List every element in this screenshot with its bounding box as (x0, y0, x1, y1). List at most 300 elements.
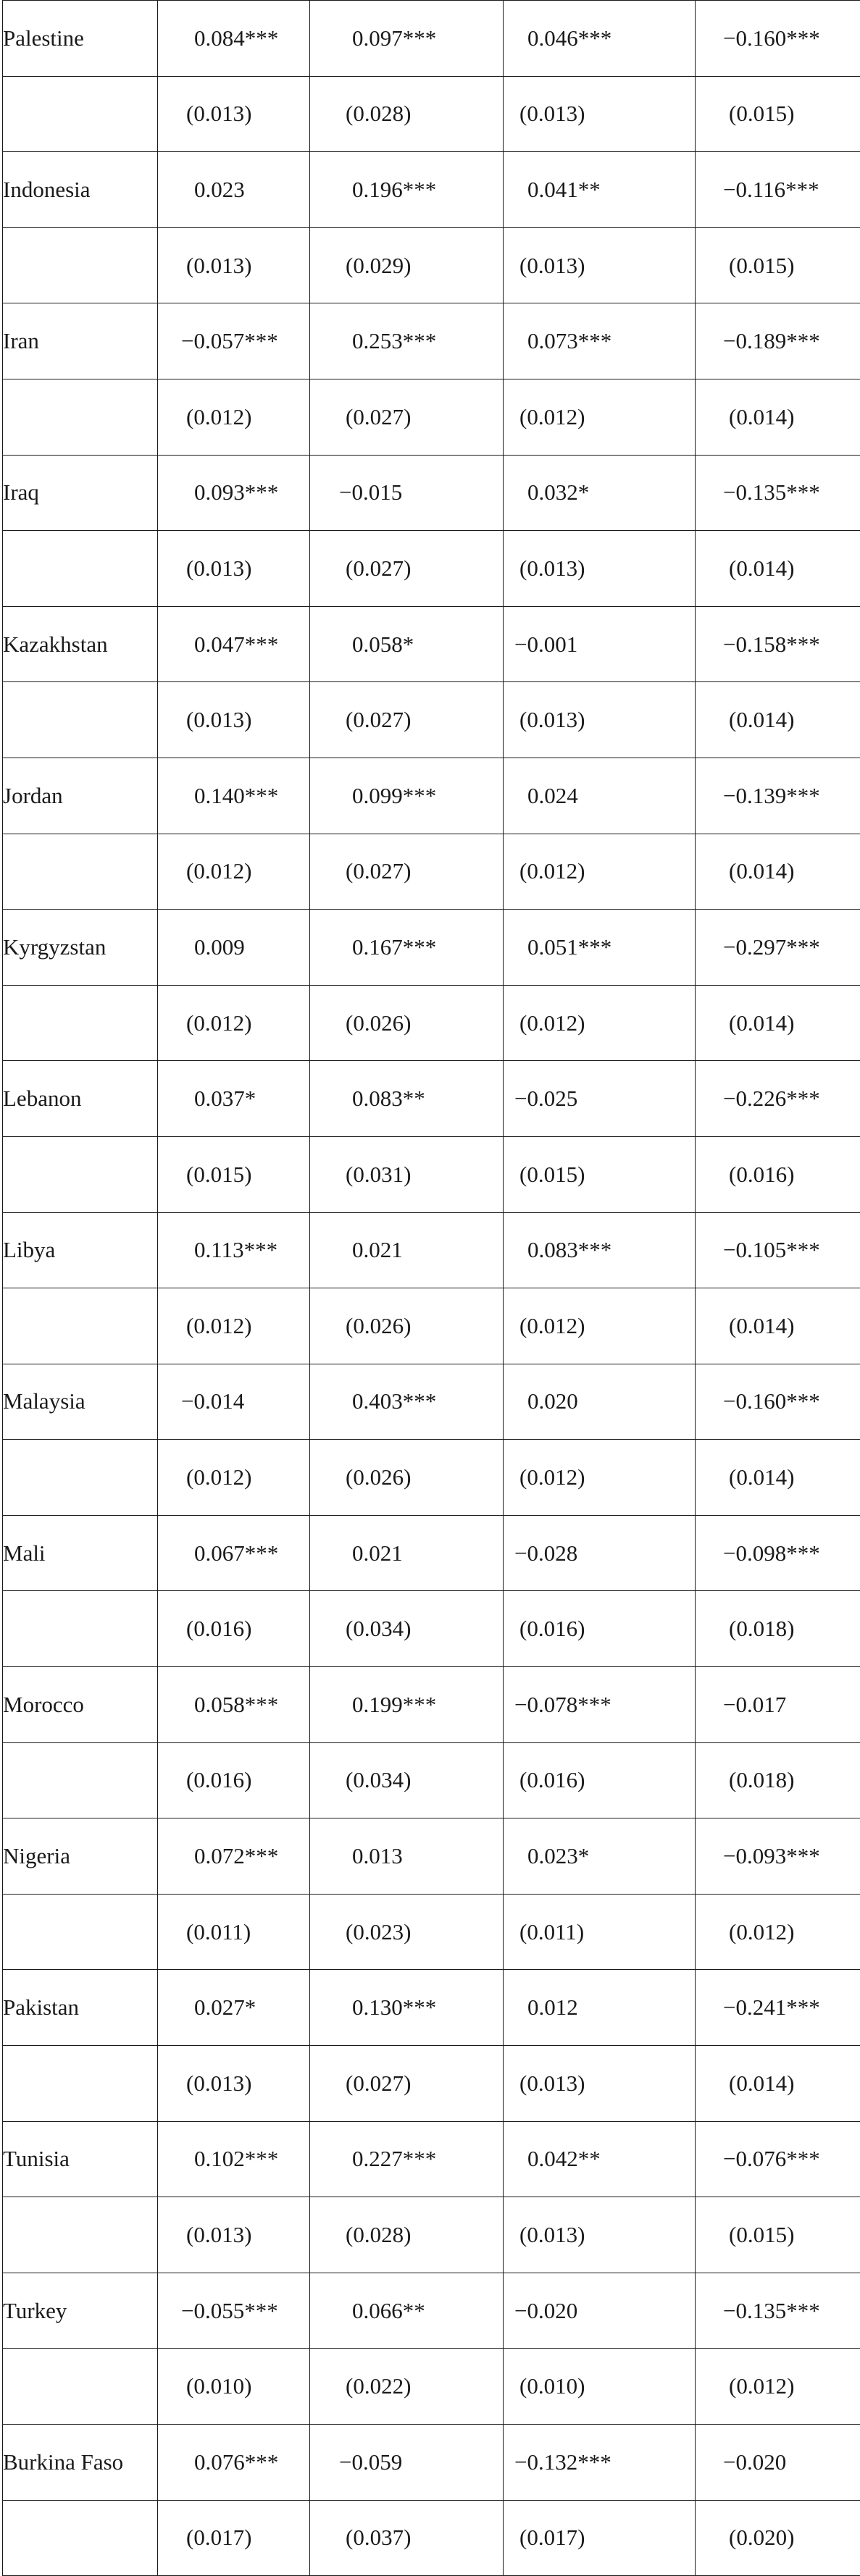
standard-error-cell (504, 1288, 696, 1364)
standard-error-cell-text: (0.016) (186, 1616, 251, 1642)
standard-error-cell (158, 834, 310, 910)
standard-error-cell (310, 227, 504, 303)
country-label: Indonesia (3, 152, 158, 228)
empty-cell (3, 76, 158, 152)
empty-cell (3, 531, 158, 607)
table-row-coefficients (3, 455, 860, 531)
standard-error-cell (310, 2046, 504, 2122)
coefficient-cell (504, 152, 696, 228)
standard-error-cell (310, 1894, 504, 1970)
standard-error-cell-text: (0.017) (519, 2525, 585, 2551)
coefficient-cell (504, 2425, 696, 2501)
coefficient-cell-text: 0.099*** (352, 783, 436, 809)
standard-error-cell (696, 2500, 860, 2576)
coefficient-cell (158, 2425, 310, 2501)
coefficient-cell-text: −0.241*** (723, 1994, 820, 2021)
coefficient-cell (696, 758, 860, 834)
standard-error-cell (158, 985, 310, 1061)
standard-error-cell-text: (0.010) (186, 2373, 251, 2399)
standard-error-cell-text: (0.034) (346, 1767, 411, 1793)
standard-error-cell (158, 2197, 310, 2273)
coefficient-cell (696, 606, 860, 682)
table-row-coefficients (3, 1, 860, 77)
coefficient-cell (696, 1061, 860, 1137)
standard-error-cell (504, 531, 696, 607)
standard-error-cell-text: (0.015) (729, 101, 794, 127)
standard-error-cell (310, 1136, 504, 1212)
standard-error-cell (696, 379, 860, 455)
standard-error-cell (158, 1288, 310, 1364)
coefficient-cell (310, 758, 504, 834)
coefficient-cell-text: 0.072*** (194, 1843, 278, 1869)
table-row-coefficients (3, 1364, 860, 1440)
coefficient-cell-text: −0.093*** (723, 1843, 820, 1869)
coefficient-cell-text: −0.020 (514, 2298, 577, 2324)
empty-cell (3, 1742, 158, 1818)
table-row-coefficients (3, 1818, 860, 1895)
empty-cell (3, 1440, 158, 1516)
standard-error-cell (504, 1894, 696, 1970)
table-row-coefficients (3, 2273, 860, 2349)
standard-error-cell (310, 985, 504, 1061)
table-row-standard-errors (3, 2500, 860, 2576)
standard-error-cell-text: (0.013) (519, 2071, 585, 2097)
coefficient-cell-text: 0.021 (352, 1237, 403, 1263)
standard-error-cell-text: (0.013) (519, 707, 585, 733)
coefficient-cell-text: 0.196*** (352, 177, 436, 203)
coefficient-cell (310, 1, 504, 77)
coefficient-cell-text: −0.105*** (723, 1237, 820, 1263)
table-row-standard-errors (3, 1591, 860, 1667)
coefficient-cell (696, 2425, 860, 2501)
coefficient-cell-text: −0.078*** (514, 1692, 611, 1718)
standard-error-cell-text: (0.028) (346, 101, 411, 127)
coefficient-cell-text: 0.093*** (194, 479, 278, 505)
coefficient-cell (158, 1, 310, 77)
coefficient-cell-text: 0.058* (352, 632, 414, 658)
table-row-standard-errors (3, 2197, 860, 2273)
coefficient-cell-text: −0.028 (514, 1540, 577, 1566)
standard-error-cell (158, 1136, 310, 1212)
standard-error-cell (504, 834, 696, 910)
country-label: Nigeria (3, 1818, 158, 1895)
country-label: Libya (3, 1212, 158, 1288)
standard-error-cell-text: (0.014) (729, 555, 794, 582)
coefficient-cell-text: 0.097*** (352, 25, 436, 51)
standard-error-cell (504, 1742, 696, 1818)
coefficient-cell-text: 0.253*** (352, 328, 436, 354)
country-label: Lebanon (3, 1061, 158, 1137)
standard-error-cell-text: (0.013) (186, 253, 251, 279)
standard-error-cell-text: (0.018) (729, 1767, 794, 1793)
coefficient-cell-text: −0.017 (723, 1692, 786, 1718)
standard-error-cell-text: (0.029) (346, 253, 411, 279)
coefficient-cell (158, 2273, 310, 2349)
standard-error-cell (504, 2046, 696, 2122)
table-row-coefficients (3, 303, 860, 379)
empty-cell (3, 1288, 158, 1364)
coefficient-cell-text: −0.139*** (723, 783, 820, 809)
standard-error-cell (696, 985, 860, 1061)
coefficient-cell-text: −0.189*** (723, 328, 820, 354)
standard-error-cell (696, 76, 860, 152)
standard-error-cell-text: (0.014) (729, 404, 794, 430)
empty-cell (3, 682, 158, 758)
coefficient-cell-text: −0.098*** (723, 1540, 820, 1566)
coefficient-cell-text: 0.113*** (194, 1237, 277, 1263)
standard-error-cell (696, 2197, 860, 2273)
country-label: Mali (3, 1515, 158, 1591)
standard-error-cell (310, 2500, 504, 2576)
table-row-coefficients (3, 152, 860, 228)
standard-error-cell-text: (0.015) (729, 253, 794, 279)
coefficient-cell-text: 0.102*** (194, 2146, 278, 2172)
empty-cell (3, 227, 158, 303)
country-label: Morocco (3, 1667, 158, 1743)
standard-error-cell-text: (0.012) (186, 1313, 251, 1339)
standard-error-cell (310, 76, 504, 152)
standard-error-cell (504, 379, 696, 455)
standard-error-cell (696, 1440, 860, 1516)
coefficient-cell (504, 303, 696, 379)
coefficient-cell-text: 0.051*** (527, 934, 611, 960)
coefficient-cell (696, 152, 860, 228)
coefficient-cell (158, 1364, 310, 1440)
standard-error-cell-text: (0.016) (519, 1616, 585, 1642)
standard-error-cell-text: (0.027) (346, 404, 411, 430)
standard-error-cell-text: (0.011) (519, 1919, 584, 1945)
standard-error-cell (158, 1591, 310, 1667)
coefficient-cell-text: 0.073*** (527, 328, 611, 354)
coefficient-cell (310, 303, 504, 379)
standard-error-cell (158, 2349, 310, 2425)
standard-error-cell-text: (0.020) (729, 2525, 794, 2551)
empty-cell (3, 1136, 158, 1212)
standard-error-cell-text: (0.015) (186, 1162, 251, 1188)
coefficient-cell (310, 2121, 504, 2197)
empty-cell (3, 985, 158, 1061)
coefficient-cell (310, 455, 504, 531)
standard-error-cell (310, 834, 504, 910)
table-row-standard-errors (3, 531, 860, 607)
coefficient-cell (158, 1061, 310, 1137)
coefficient-cell (158, 758, 310, 834)
coefficient-cell (504, 606, 696, 682)
standard-error-cell-text: (0.026) (346, 1313, 411, 1339)
coefficient-cell-text: 0.199*** (352, 1692, 436, 1718)
standard-error-cell (310, 2197, 504, 2273)
standard-error-cell-text: (0.017) (186, 2525, 251, 2551)
coefficient-cell (310, 910, 504, 986)
standard-error-cell (158, 1440, 310, 1516)
standard-error-cell-text: (0.016) (186, 1767, 251, 1793)
coefficient-cell (696, 2273, 860, 2349)
table-row-standard-errors (3, 1742, 860, 1818)
standard-error-cell-text: (0.011) (186, 1919, 251, 1945)
coefficient-cell (310, 1818, 504, 1895)
standard-error-cell-text: (0.013) (519, 101, 585, 127)
coefficient-cell (310, 1364, 504, 1440)
coefficient-cell-text: 0.084*** (194, 25, 278, 51)
coefficient-cell-text: 0.067*** (194, 1540, 278, 1566)
coefficient-cell (504, 910, 696, 986)
table-row-coefficients (3, 910, 860, 986)
country-label: Kyrgyzstan (3, 910, 158, 986)
table-row-standard-errors (3, 2349, 860, 2425)
standard-error-cell (696, 1894, 860, 1970)
standard-error-cell-text: (0.013) (519, 2222, 585, 2248)
table-row-standard-errors (3, 379, 860, 455)
coefficient-cell-text: 0.066** (352, 2298, 425, 2324)
standard-error-cell-text: (0.012) (519, 1313, 585, 1339)
coefficient-cell (158, 1970, 310, 2046)
coefficient-cell-text: 0.009 (194, 934, 245, 960)
coefficient-cell-text: −0.025 (514, 1086, 577, 1112)
standard-error-cell-text: (0.016) (519, 1767, 585, 1793)
coefficient-cell (696, 2121, 860, 2197)
coefficient-cell-text: 0.083** (352, 1086, 425, 1112)
standard-error-cell (696, 834, 860, 910)
empty-cell (3, 1894, 158, 1970)
standard-error-cell-text: (0.013) (186, 101, 251, 127)
coefficient-cell-text: −0.132*** (514, 2449, 611, 2475)
coefficient-cell (696, 455, 860, 531)
standard-error-cell-text: (0.034) (346, 1616, 411, 1642)
standard-error-cell-text: (0.012) (519, 404, 585, 430)
standard-error-cell (696, 2349, 860, 2425)
standard-error-cell-text: (0.014) (729, 1010, 794, 1036)
coefficient-cell-text: −0.020 (723, 2449, 786, 2475)
coefficient-cell-text: 0.012 (527, 1994, 578, 2021)
table-row-coefficients (3, 1970, 860, 2046)
standard-error-cell-text: (0.013) (186, 2071, 251, 2097)
coefficient-cell-text: 0.046*** (527, 25, 611, 51)
standard-error-cell-text: (0.013) (519, 555, 585, 582)
coefficient-cell (504, 758, 696, 834)
standard-error-cell-text: (0.014) (729, 1313, 794, 1339)
empty-cell (3, 2046, 158, 2122)
coefficient-cell (158, 303, 310, 379)
standard-error-cell-text: (0.012) (519, 1464, 585, 1490)
coefficient-cell (158, 910, 310, 986)
coefficient-cell-text: −0.226*** (723, 1086, 820, 1112)
coefficient-cell-text: 0.021 (352, 1540, 403, 1566)
coefficient-cell (504, 1061, 696, 1137)
coefficient-cell (504, 1212, 696, 1288)
standard-error-cell (504, 2500, 696, 2576)
coefficient-cell-text: 0.023 (194, 177, 245, 203)
standard-error-cell (158, 531, 310, 607)
coefficient-cell (310, 1515, 504, 1591)
standard-error-cell-text: (0.016) (729, 1162, 794, 1188)
standard-error-cell-text: (0.015) (729, 2222, 794, 2248)
coefficient-cell (696, 1212, 860, 1288)
coefficient-cell (696, 1667, 860, 1743)
coefficient-cell-text: −0.135*** (723, 2298, 820, 2324)
standard-error-cell (504, 1440, 696, 1516)
coefficient-cell-text: 0.032* (527, 479, 589, 505)
coefficient-cell-text: −0.116*** (723, 177, 819, 203)
coefficient-cell (310, 1212, 504, 1288)
coefficient-cell (158, 2121, 310, 2197)
coefficient-cell (504, 1515, 696, 1591)
standard-error-cell-text: (0.022) (346, 2373, 411, 2399)
coefficient-cell-text: −0.160*** (723, 25, 820, 51)
table-row-standard-errors (3, 76, 860, 152)
standard-error-cell (504, 682, 696, 758)
standard-error-cell-text: (0.012) (186, 858, 251, 884)
coefficient-cell (310, 2273, 504, 2349)
standard-error-cell (696, 1591, 860, 1667)
coefficient-cell (310, 606, 504, 682)
empty-cell (3, 2500, 158, 2576)
coefficient-cell-text: −0.059 (339, 2449, 402, 2475)
standard-error-cell-text: (0.012) (519, 858, 585, 884)
table-row-standard-errors (3, 2046, 860, 2122)
standard-error-cell (504, 2349, 696, 2425)
standard-error-cell (310, 2349, 504, 2425)
standard-error-cell (310, 682, 504, 758)
coefficient-cell (504, 1818, 696, 1895)
empty-cell (3, 2197, 158, 2273)
standard-error-cell (310, 1288, 504, 1364)
table-row-coefficients (3, 1515, 860, 1591)
coefficient-cell-text: −0.057*** (181, 328, 278, 354)
standard-error-cell (696, 682, 860, 758)
standard-error-cell (504, 1136, 696, 1212)
table-row-coefficients (3, 2425, 860, 2501)
standard-error-cell (158, 1894, 310, 1970)
standard-error-cell (158, 682, 310, 758)
coefficient-cell (504, 1970, 696, 2046)
coefficient-cell (696, 1364, 860, 1440)
coefficient-cell-text: 0.013 (352, 1843, 403, 1869)
coefficient-cell-text: −0.055*** (181, 2298, 278, 2324)
coefficient-cell (310, 1667, 504, 1743)
coefficient-cell-text: 0.027* (194, 1994, 256, 2021)
table-row-coefficients (3, 1212, 860, 1288)
coefficient-cell-text: −0.076*** (723, 2146, 820, 2172)
coefficient-cell-text: 0.167*** (352, 934, 436, 960)
country-label: Malaysia (3, 1364, 158, 1440)
coefficient-cell-text: 0.041** (527, 177, 601, 203)
coefficient-cell-text: 0.083*** (527, 1237, 611, 1263)
coefficient-cell-text: −0.015 (339, 479, 402, 505)
standard-error-cell (310, 531, 504, 607)
standard-error-cell-text: (0.012) (729, 2373, 794, 2399)
empty-cell (3, 379, 158, 455)
country-label: Iraq (3, 455, 158, 531)
coefficient-cell (696, 1818, 860, 1895)
coefficient-cell (504, 2121, 696, 2197)
standard-error-cell (158, 379, 310, 455)
country-label: Jordan (3, 758, 158, 834)
table-row-coefficients (3, 758, 860, 834)
standard-error-cell (696, 2046, 860, 2122)
standard-error-cell-text: (0.012) (186, 1464, 251, 1490)
coefficient-cell (504, 1364, 696, 1440)
coefficient-cell (310, 1970, 504, 2046)
regression-table (2, 0, 860, 2576)
country-label: Pakistan (3, 1970, 158, 2046)
table-row-standard-errors (3, 1136, 860, 1212)
standard-error-cell (696, 1288, 860, 1364)
coefficient-cell (504, 1, 696, 77)
table-row-standard-errors (3, 1894, 860, 1970)
standard-error-cell-text: (0.027) (346, 858, 411, 884)
coefficient-cell (696, 303, 860, 379)
table-row-coefficients (3, 1667, 860, 1743)
standard-error-cell-text: (0.013) (519, 253, 585, 279)
country-label: Tunisia (3, 2121, 158, 2197)
coefficient-cell-text: 0.023* (527, 1843, 589, 1869)
empty-cell (3, 1591, 158, 1667)
standard-error-cell-text: (0.027) (346, 707, 411, 733)
coefficient-cell-text: 0.037* (194, 1086, 256, 1112)
standard-error-cell (696, 1136, 860, 1212)
coefficient-cell-text: 0.058*** (194, 1692, 278, 1718)
coefficient-cell (696, 1515, 860, 1591)
coefficient-cell-text: −0.135*** (723, 479, 820, 505)
standard-error-cell (310, 1440, 504, 1516)
coefficient-cell-text: 0.024 (527, 783, 578, 809)
table-row-standard-errors (3, 1288, 860, 1364)
standard-error-cell-text: (0.031) (346, 1162, 411, 1188)
table-body (3, 1, 860, 2576)
standard-error-cell-text: (0.014) (729, 1464, 794, 1490)
coefficient-cell-text: −0.014 (181, 1388, 244, 1414)
table-row-standard-errors (3, 1440, 860, 1516)
standard-error-cell-text: (0.014) (729, 2071, 794, 2097)
standard-error-cell-text: (0.027) (346, 2071, 411, 2097)
standard-error-cell-text: (0.012) (186, 1010, 251, 1036)
country-label: Burkina Faso (3, 2425, 158, 2501)
standard-error-cell-text: (0.037) (346, 2525, 411, 2551)
coefficient-cell (504, 2273, 696, 2349)
standard-error-cell-text: (0.018) (729, 1616, 794, 1642)
standard-error-cell (504, 227, 696, 303)
coefficient-cell-text: 0.140*** (194, 783, 278, 809)
standard-error-cell (504, 76, 696, 152)
standard-error-cell-text: (0.012) (729, 1919, 794, 1945)
coefficient-cell (158, 455, 310, 531)
coefficient-cell (158, 1515, 310, 1591)
standard-error-cell (504, 985, 696, 1061)
coefficient-cell (696, 1, 860, 77)
standard-error-cell-text: (0.027) (346, 555, 411, 582)
coefficient-cell (158, 606, 310, 682)
standard-error-cell-text: (0.010) (519, 2373, 585, 2399)
coefficient-cell-text: 0.403*** (352, 1388, 436, 1414)
standard-error-cell (310, 1742, 504, 1818)
standard-error-cell (158, 227, 310, 303)
standard-error-cell (158, 76, 310, 152)
standard-error-cell-text: (0.013) (186, 2222, 251, 2248)
country-label: Turkey (3, 2273, 158, 2349)
standard-error-cell (158, 2046, 310, 2122)
standard-error-cell-text: (0.023) (346, 1919, 411, 1945)
country-label: Kazakhstan (3, 606, 158, 682)
empty-cell (3, 2349, 158, 2425)
standard-error-cell (696, 531, 860, 607)
standard-error-cell (696, 227, 860, 303)
standard-error-cell-text: (0.013) (186, 707, 251, 733)
table-row-standard-errors (3, 985, 860, 1061)
standard-error-cell-text: (0.026) (346, 1464, 411, 1490)
coefficient-cell-text: 0.130*** (352, 1994, 436, 2021)
standard-error-cell-text: (0.026) (346, 1010, 411, 1036)
coefficient-cell (158, 152, 310, 228)
